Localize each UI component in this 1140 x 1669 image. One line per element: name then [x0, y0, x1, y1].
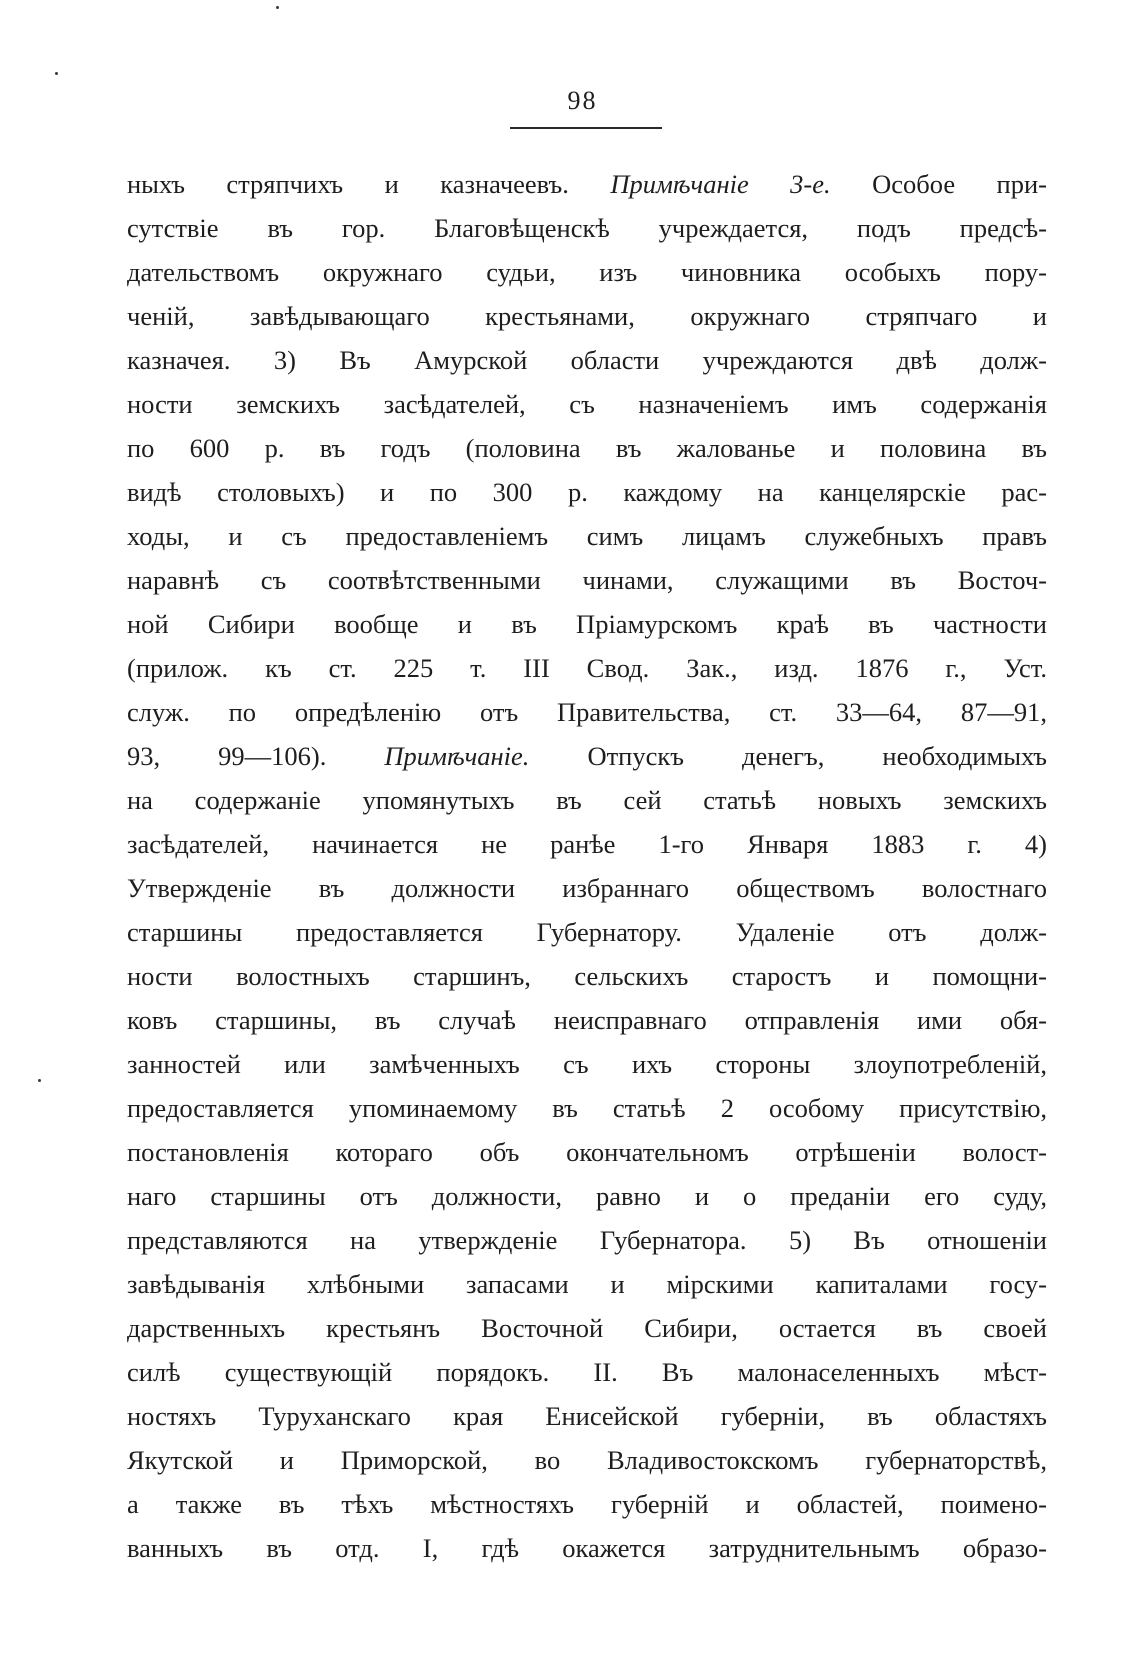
text-segment: представляются на утвержденіе Губернатора. 5) Въ отношеніи — [127, 1225, 1047, 1255]
text-segment: наравнѣ съ соотвѣтственными чинами, служащими въ Восточ- — [127, 565, 1047, 595]
print-speck — [276, 6, 279, 9]
text-line — [127, 426, 1047, 470]
text-segment: дательствомъ окружнаго судьи, изъ чиновника особыхъ пору- — [127, 257, 1047, 287]
text-segment: наго старшины отъ должности, равно и о преданіи его суду, — [127, 1181, 1047, 1211]
text-segment: Отпускъ денегъ, необходимыхъ — [529, 741, 1047, 771]
text-line — [127, 470, 1047, 514]
text-line — [127, 954, 1047, 998]
text-segment: служ. по опредѣленію отъ Правительства, ст. 33—64, 87—91, — [127, 697, 1047, 727]
text-line — [127, 1306, 1047, 1350]
text-line — [127, 1218, 1047, 1262]
text-segment: силѣ существующій порядокъ. II. Въ малонаселенныхъ мѣст- — [127, 1357, 1047, 1387]
italic-note-label: Примѣчаніе 3-е. — [610, 169, 831, 199]
text-segment: по 600 р. въ годъ (половина въ жалованье и половина въ — [127, 433, 1047, 463]
text-line — [127, 1086, 1047, 1130]
italic-note-label: Примѣчаніе. — [384, 741, 530, 771]
text-segment: ности волостныхъ старшинъ, сельскихъ старостъ и помощни- — [127, 961, 1047, 991]
text-segment: старшины предоставляется Губернатору. Удаленіе отъ долж- — [127, 917, 1047, 947]
text-segment: ванныхъ въ отд. I, гдѣ окажется затруднительнымъ образо- — [127, 1533, 1047, 1563]
text-line — [127, 1438, 1047, 1482]
text-segment: Якутской и Приморской, во Владивостокскомъ губернаторствѣ, — [127, 1445, 1047, 1475]
text-segment: ности земскихъ засѣдателей, съ назначеніемъ имъ содержанія — [127, 389, 1047, 419]
text-line — [127, 866, 1047, 910]
text-segment: на содержаніе упомянутыхъ въ сей статьѣ новыхъ земскихъ — [127, 785, 1047, 815]
print-speck — [55, 72, 58, 75]
page-number-rule — [510, 127, 662, 129]
text-segment: ченій, завѣдывающаго крестьянами, окружнаго стряпчаго и — [127, 301, 1047, 331]
text-segment: сутствіе въ гор. Благовѣщенскѣ учреждается, подъ предсѣ- — [127, 213, 1047, 243]
page-number: 98 — [567, 86, 598, 115]
text-segment: казначея. 3) Въ Амурской области учреждаются двѣ долж- — [127, 345, 1047, 375]
text-segment: завѣдыванія хлѣбными запасами и мірскими капиталами госу- — [127, 1269, 1047, 1299]
text-line — [127, 338, 1047, 382]
text-line — [127, 1130, 1047, 1174]
text-line — [127, 1394, 1047, 1438]
text-segment: дарственныхъ крестьянъ Восточной Сибири, остается въ своей — [127, 1313, 1047, 1343]
text-segment: Особое при- — [830, 169, 1047, 199]
text-line — [127, 778, 1047, 822]
text-segment: ковъ старшины, въ случаѣ неисправнаго отправленія ими обя- — [127, 1005, 1047, 1035]
text-line — [127, 250, 1047, 294]
text-line — [127, 1042, 1047, 1086]
text-segment: занностей или замѣченныхъ съ ихъ стороны злоупотребленій, — [127, 1049, 1047, 1079]
text-line — [127, 294, 1047, 338]
text-line — [127, 910, 1047, 954]
text-line — [127, 382, 1047, 426]
text-line — [127, 1526, 1047, 1570]
text-line — [127, 998, 1047, 1042]
print-speck — [38, 1079, 41, 1082]
text-segment: видѣ столовыхъ) и по 300 р. каждому на канцелярскіе рас- — [127, 477, 1047, 507]
text-line — [127, 822, 1047, 866]
text-line — [127, 1482, 1047, 1526]
text-line — [127, 690, 1047, 734]
text-line — [127, 1174, 1047, 1218]
text-segment: ныхъ стряпчихъ и казначеевъ. — [127, 169, 611, 199]
text-line — [127, 558, 1047, 602]
text-segment: (прилож. къ ст. 225 т. III Свод. Зак., изд. 1876 г., Уст. — [127, 653, 1047, 683]
text-line — [127, 206, 1047, 250]
text-line — [127, 1350, 1047, 1394]
text-line — [127, 1262, 1047, 1306]
text-segment: постановленія котораго объ окончательномъ отрѣшеніи волост- — [127, 1137, 1047, 1167]
text-segment: ходы, и съ предоставленіемъ симъ лицамъ служебныхъ правъ — [127, 521, 1047, 551]
text-segment: ностяхъ Туруханскаго края Енисейской губерніи, въ областяхъ — [127, 1401, 1047, 1431]
text-segment: ной Сибири вообще и въ Пріамурскомъ краѣ въ частности — [127, 609, 1047, 639]
text-segment: Утвержденіе въ должности избраннаго обществомъ волостнаго — [127, 873, 1047, 903]
text-segment: 93, 99—106). — [127, 741, 385, 771]
body-text — [127, 162, 1047, 1570]
text-line — [127, 162, 1047, 206]
text-segment: засѣдателей, начинается не ранѣе 1-го Января 1883 г. 4) — [127, 829, 1047, 859]
text-line — [127, 646, 1047, 690]
text-line — [127, 602, 1047, 646]
text-line — [127, 734, 1047, 778]
text-segment: а также въ тѣхъ мѣстностяхъ губерній и областей, поимено- — [127, 1489, 1047, 1519]
text-line — [127, 514, 1047, 558]
text-segment: предоставляется упоминаемому въ статьѣ 2 особому присутствію, — [127, 1093, 1047, 1123]
